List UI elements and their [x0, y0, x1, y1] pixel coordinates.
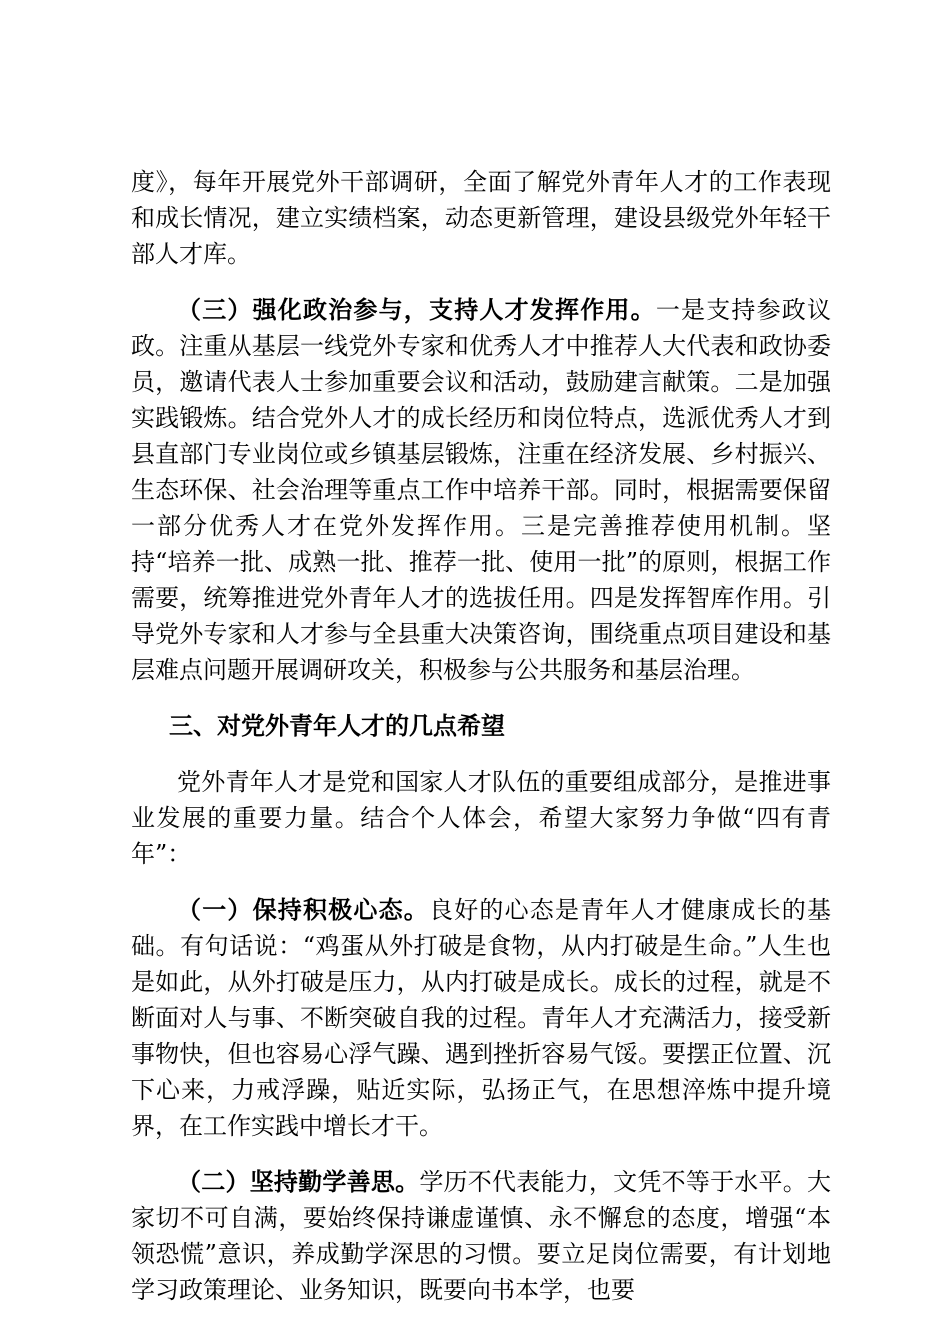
point-one-paragraph [131, 892, 831, 1144]
document-page [131, 164, 831, 1328]
continuation-paragraph: 度》，每年开展党外干部调研，全面了解党外青年人才的工作表现和成长情况，建立实绩档案，动态更新管理，建设县级党外年轻干部人才库。 [131, 168, 831, 268]
point-one-lead: （一）保持积极心态。 [177, 895, 429, 924]
point-two-paragraph [131, 1164, 831, 1308]
section-three-paragraph [131, 292, 831, 688]
section-three-lead: （三）强化政治参与，支持人才发挥作用。 [177, 295, 656, 324]
point-two-lead: （二）坚持勤学善思。 [177, 1167, 420, 1196]
point-one-body: 良好的心态是青年人才健康成长的基础。有句话说：“鸡蛋从外打破是食物，从内打破是生命。”人生也是如此，从外打破是压力，从内打破是成长。成长的过程，就是不断面对人与事、不断突破自我的过程。青年人才充满活力，接受新事物快，但也容易心浮气躁、遇到挫折容易气馁。要摆正位置、沉下心来，力戒浮躁，贴近实际，弘扬正气，在思想淬炼中提升境界，在工作实践中增长才干。 [131, 896, 831, 1140]
section-three-body: 一是支持参政议政。注重从基层一线党外专家和优秀人才中推荐人大代表和政协委员，邀请代表人士参加重要会议和活动，鼓励建言献策。二是加强实践锻炼。结合党外人才的成长经历和岗位特点，选派优秀人才到县直部门专业岗位或乡镇基层锻炼，注重在经济发展、乡村振兴、生态环保、社会治理等重点工作中培养干部。同时，根据需要保留一部分优秀人才在党外发挥作用。三是完善推荐使用机制。坚持“培养一批、成熟一批、推荐一批、使用一批”的原则，根据工作需要，统筹推进党外青年人才的选拔任用。四是发挥智库作用。引导党外专家和人才参与全县重大决策咨询，围绕重点项目建设和基层难点问题开展调研攻关，积极参与公共服务和基层治理。 [131, 296, 832, 684]
point-two-body: 学历不代表能力，文凭不等于水平。大家切不可自满，要始终保持谦虚谨慎、永不懈怠的态度，增强“本领恐慌”意识，养成勤学深思的习惯。要立足岗位需要，有计划地学习政策理论、业务知识，既要向书本学，也要 [131, 1168, 832, 1304]
intro-paragraph: 党外青年人才是党和国家人才队伍的重要组成部分，是推进事业发展的重要力量。结合个人体会，希望大家努力争做“四有青年”： [131, 768, 831, 868]
heading-three: 三、对党外青年人才的几点希望 [169, 711, 505, 740]
